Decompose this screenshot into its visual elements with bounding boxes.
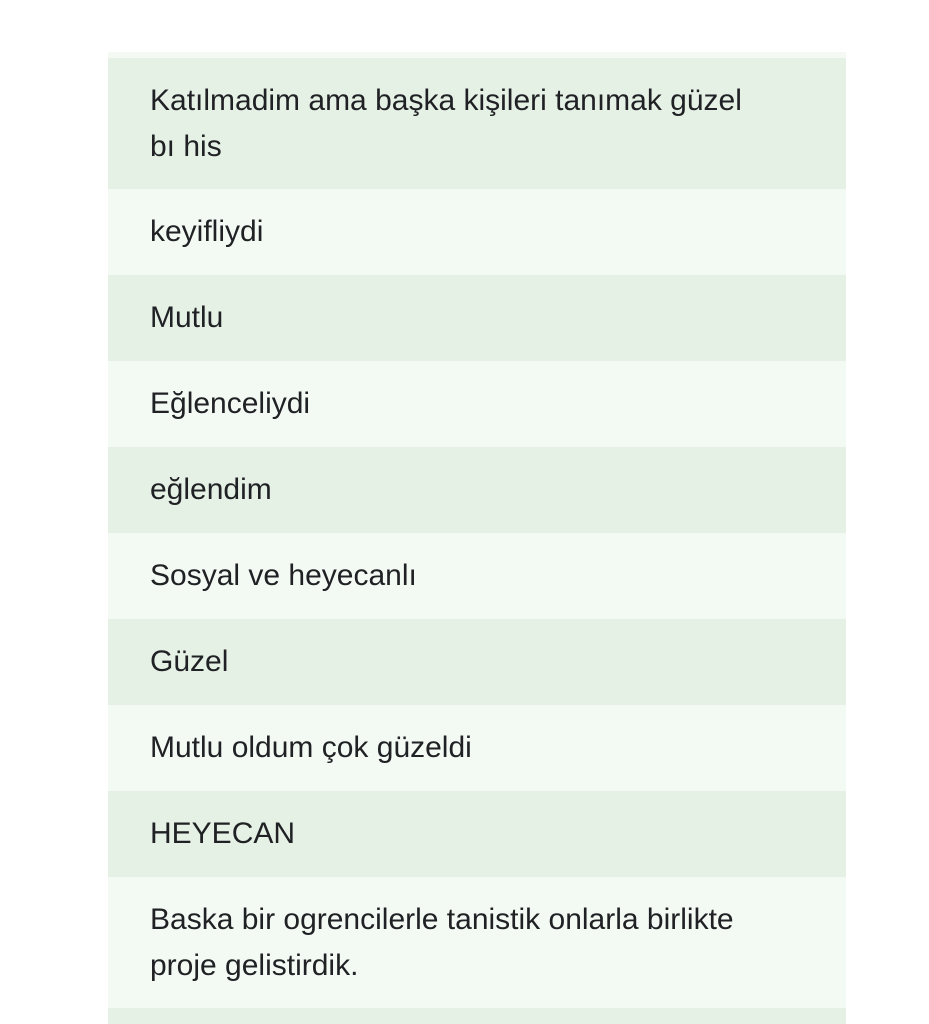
- response-text: HEYECAN: [150, 817, 296, 850]
- list-item: [108, 447, 846, 533]
- list-item: [108, 619, 846, 705]
- response-list[interactable]: [108, 58, 846, 1024]
- response-text: Güzel: [150, 645, 229, 678]
- response-text: Katılmadim ama başka kişileri tanımak güzel bı his: [150, 83, 742, 163]
- response-text: Sosyal ve heyecanlı: [150, 559, 417, 592]
- list-item: [108, 1008, 846, 1024]
- list-item: [108, 58, 846, 189]
- response-text: Mutlu oldum çok güzeldi: [150, 731, 472, 764]
- list-item: [108, 533, 846, 619]
- response-text: Eğlenceliydi: [150, 387, 311, 420]
- list-item: [108, 275, 846, 361]
- response-text: Baska bir ogrencilerle tanistik onlarla birlikte proje gelistirdik.: [150, 902, 734, 982]
- list-item: [108, 705, 846, 791]
- list-item: [108, 361, 846, 447]
- response-text: keyifliydi: [150, 215, 264, 248]
- list-item: [108, 877, 846, 1008]
- response-text: eğlendim: [150, 473, 272, 506]
- list-item: [108, 189, 846, 275]
- response-text: Mutlu: [150, 301, 224, 334]
- list-item: [108, 791, 846, 877]
